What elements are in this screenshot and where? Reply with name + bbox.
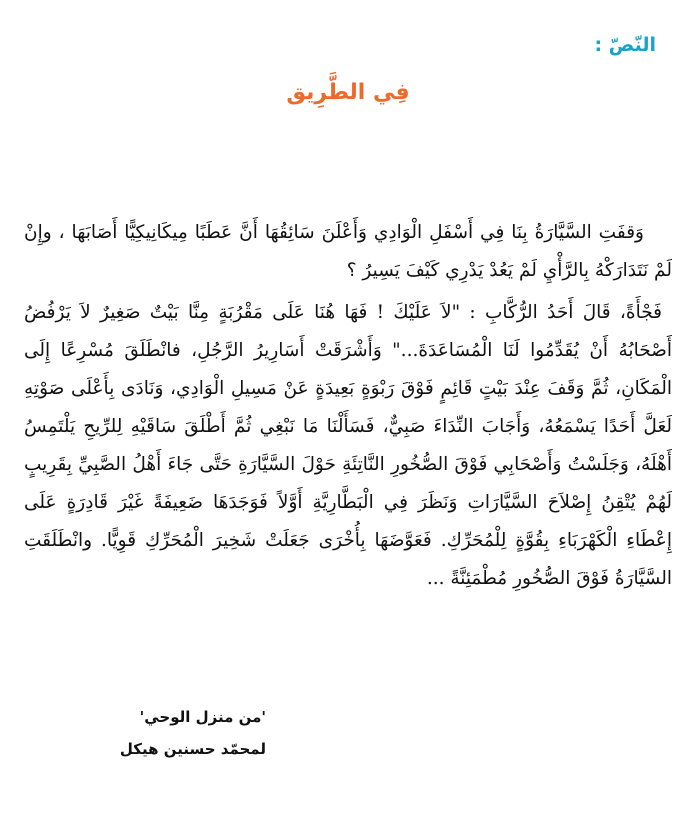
source-book: 'من منزل الوحي' — [139, 708, 266, 726]
paragraph-1: وَقفَتِ السَّيَّارَةُ بِنَا فِي أَسْفَلِ الْوَادِي وَأَعْلَنَ سَائِقُهَا أَنَّ عَطَبًا مِيكَانِيكِيًّا أَصَابَهَا ، وإِنْ لَمْ نَتَدَارَكْهُ بِالرَّأْيِ لَمْ يَعُدْ يَدْرِي كَيْفَ يَسِيرُ ؟ — [24, 222, 672, 281]
section-label: النّصّ : — [594, 34, 656, 56]
source-citation — [120, 701, 266, 765]
text-body — [24, 214, 672, 598]
page-title: فِي الطَّرِيق — [286, 80, 410, 105]
source-author: لمحمّد حسنين هيكل — [119, 740, 266, 758]
paragraph-2: فَجْأَةً، قَالَ أَحَدُ الرُّكَّابِ : "لاَ عَلَيْكَ ! فَهَا هُنَا عَلَى مَقْرُبَةٍ مِنَّا بَيْتٌ صَغِيرٌ لاَ يَرْفُضُ أَصْحَابُهُ أَنْ يُقَدِّمُوا لَنَا الْمُسَاعَدَةَ..." وَأَشْرَقَتْ أَسَارِيرُ الرَّجُلِ، فانْطَلَقَ مُسْرِعًا إِلَى الْمَكَانِ، ثُمَّ وَقَفَ عِنْدَ بَيْتٍ قَائِمٍ فَوْقَ رَبْوَةٍ بَعِيدَةٍ عَنْ مَسِيلِ الْوَادِي، وَنَادَى بِأَعْلَى صَوْتِهِ لَعَلَّ أَحَدًا يَسْمَعُهُ، وَأَجَابَ النِّدَاءَ صَبِيٌّ، فَسَأَلْنَا مَا نَبْغِي ثُمَّ أَطْلَقَ سَاقَيْهِ لِلرِّيحِ يَلْتَمِسُ أَهْلَهُ، وَجَلَسْتُ وَأَصْحَابِي فَوْقَ الصُّخُورِ النَّاتِئَةِ حَوْلَ السَّيَّارَةِ حَتَّى جَاءَ أَهْلُ الصَّبِيِّ بِقَرِيبٍ لَهُمْ يُتْقِنُ إِصْلاَحَ السَّيَّارَاتِ وَنَظَرَ فِي الْبَطَّارِيَّةِ أَوَّلاً فَوَجَدَهَا ضَعِيفَةً غَيْرَ قَادِرَةٍ عَلَى إِعْطَاءِ الْكَهْرَبَاءِ بِقُوَّةٍ لِلْمُحَرِّكِ. فَعَوَّضَهَا بِأُخْرَى جَعَلَتْ شَخِيرَ الْمُحَرِّكِ قَوِيًّا. وانْطَلَقَتِ السَّيَّارَةُ فَوْقَ الصُّخُورِ مُطْمَئِنَّةً ... — [24, 302, 672, 589]
